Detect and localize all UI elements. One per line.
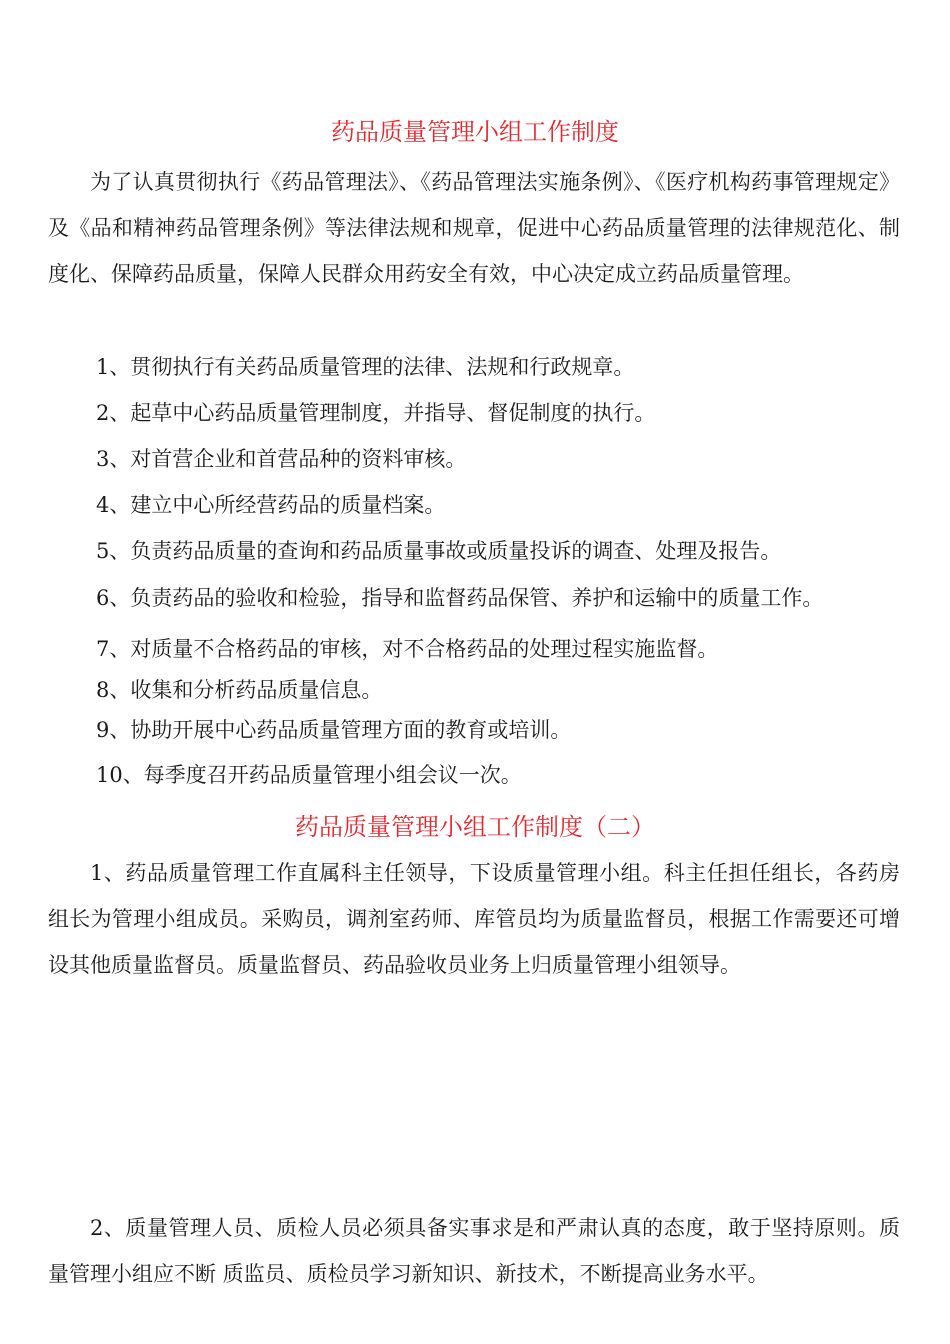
section1-item-10: 10、每季度召开药品质量管理小组会议一次。 xyxy=(96,763,522,787)
section1-item-6: 6、负责药品的验收和检验，指导和监督药品保管、养护和运输中的质量工作。 xyxy=(96,586,824,610)
section1-item-4: 4、建立中心所经营药品的质量档案。 xyxy=(96,493,446,517)
section1-item-9: 9、协助开展中心药品质量管理方面的教育或培训。 xyxy=(96,718,572,742)
section1-item-5: 5、负责药品质量的查询和药品质量事故或质量投诉的调查、处理及报告。 xyxy=(96,539,782,563)
section1-title: 药品质量管理小组工作制度 xyxy=(331,118,619,146)
section1-intro-paragraph: 为了认真贯彻执行《药品管理法》、《药品管理法实施条例》、《医疗机构药事管理规定》及《品和精神药品管理条例》等法律法规和规章，促进中心药品质量管理的法律规范化、制度化、保障药品质量，保障人民群众用药安全有效，中心决定成立药品质量管理。 xyxy=(48,170,900,286)
section2-title: 药品质量管理小组工作制度（二） xyxy=(295,813,655,841)
section1-item-1: 1、贯彻执行有关药品质量管理的法律、法规和行政规章。 xyxy=(96,355,635,379)
section1-item-3: 3、对首营企业和首营品种的资料审核。 xyxy=(96,447,467,471)
section1-item-7: 7、对质量不合格药品的审核，对不合格药品的处理过程实施监督。 xyxy=(96,637,719,661)
section1-item-8: 8、收集和分析药品质量信息。 xyxy=(96,678,383,702)
section2-paragraph-2: 2、质量管理人员、质检人员必须具备实事求是和严肃认真的态度，敢于坚持原则。质量管理小组应不断 质监员、质检员学习新知识、新技术，不断提高业务水平。 xyxy=(48,1216,900,1286)
section2-paragraph-1: 1、药品质量管理工作直属科主任领导，下设质量管理小组。科主任担任组长，各药房组长为管理小组成员。采购员，调剂室药师、库管员均为质量监督员，根据工作需要还可增设其他质量监督员。质量监督员、药品验收员业务上归质量管理小组领导。 xyxy=(48,861,900,977)
section1-item-2: 2、起草中心药品质量管理制度，并指导、督促制度的执行。 xyxy=(96,401,656,425)
